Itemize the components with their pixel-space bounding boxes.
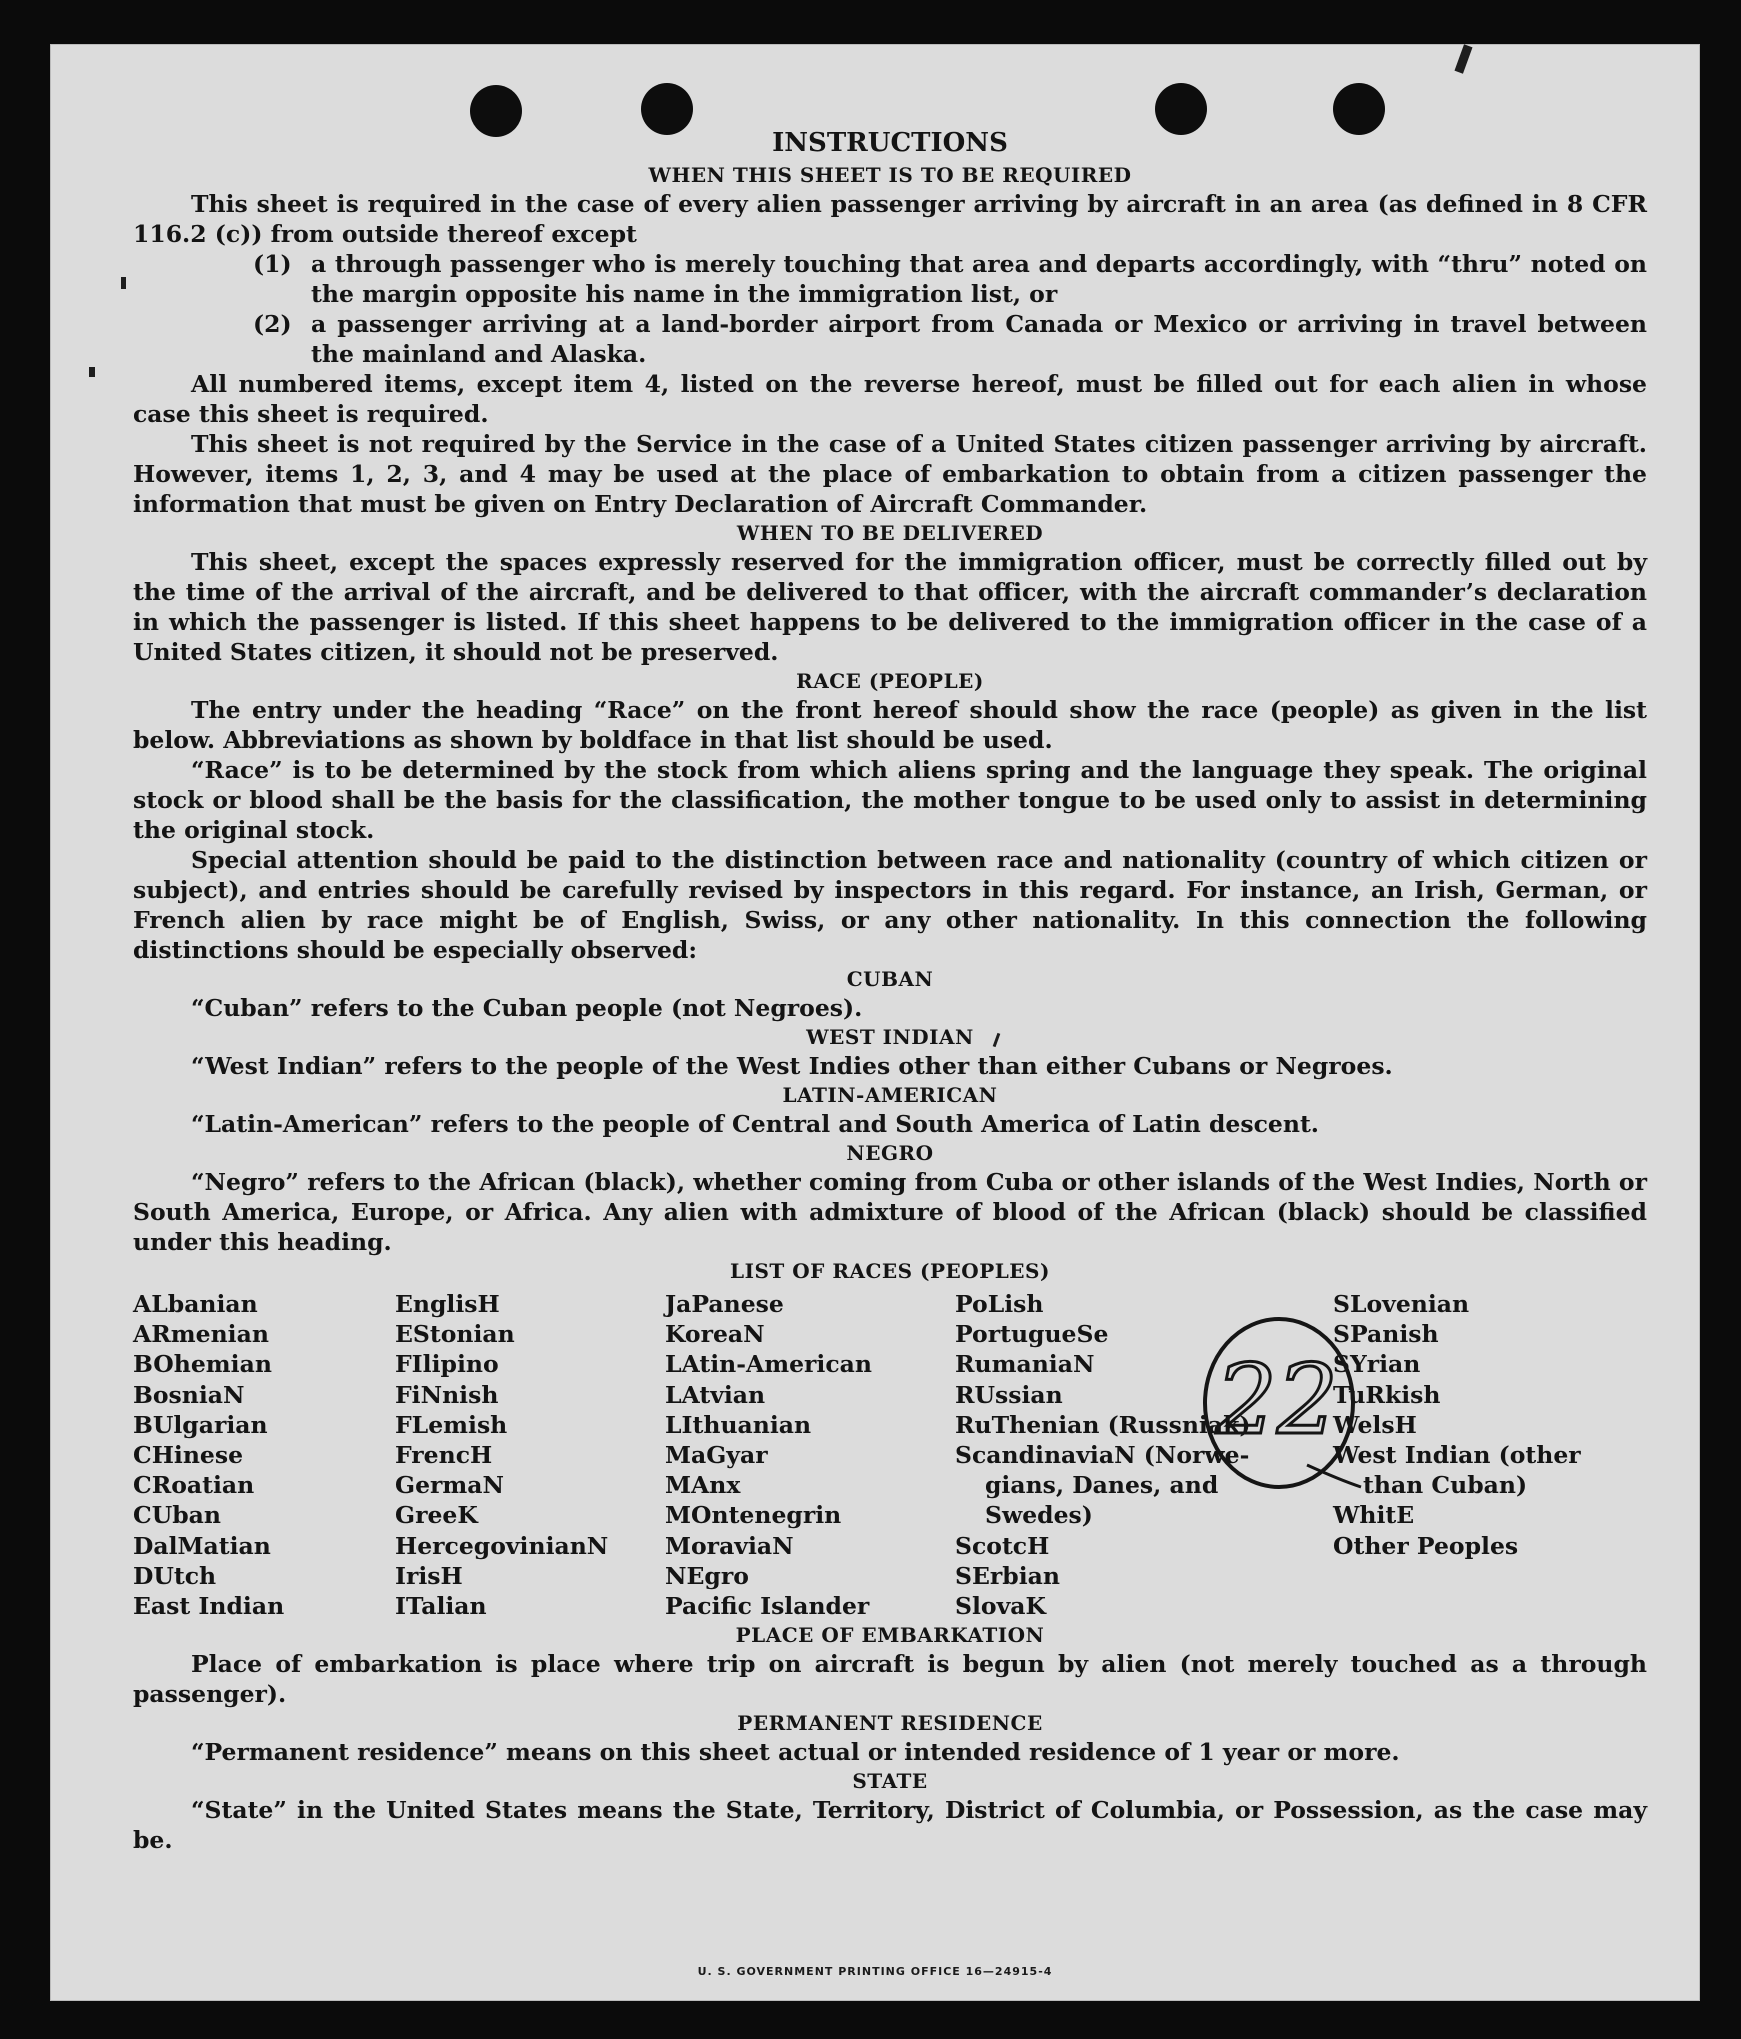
race-entry: RUssian [955, 1380, 1063, 1409]
paragraph: This sheet is not required by the Service in the case of a United States citizen passenger arriving by aircraft. However, items 1, 2, 3, and 4 may be used at the place of embarkation to obtain from a citizen passenger the information that must be given on Entry Declaration of Aircraft Commander. [133, 430, 1647, 518]
race-entry: East Indian [133, 1592, 285, 1621]
section-title-state: STATE [852, 1769, 928, 1794]
section-title-west-indian: WEST INDIAN [806, 1025, 974, 1049]
section-title-when-required: WHEN THIS SHEET IS TO BE REQUIRED [648, 163, 1132, 187]
race-entry: FiNnish [395, 1380, 499, 1409]
section-title-embarkation: PLACE OF EMBARKATION [735, 1623, 1045, 1648]
race-entry: CHinese [133, 1441, 244, 1470]
race-entry: PortugueSe [955, 1320, 1109, 1349]
paragraph: “Latin-American” refers to the people of Central and South America of Latin descent. [191, 1110, 1319, 1138]
race-entry: HercegovinianN [395, 1531, 609, 1560]
races-column [395, 1289, 665, 1621]
printing-office-footer: U. S. GOVERNMENT PRINTING OFFICE 16—24915-4 [697, 1965, 1053, 1978]
race-entry: MAnx [665, 1471, 741, 1500]
exception-number: (1) [253, 250, 292, 278]
race-entry: CRoatian [133, 1471, 255, 1500]
scan-speck [89, 367, 95, 377]
paragraph: The entry under the heading “Race” on the front hereof should show the race (people) as given in the list below. Abbreviations as shown by boldface in that list should be used. [133, 696, 1647, 754]
section-title-when-delivered: WHEN TO BE DELIVERED [736, 521, 1044, 545]
instructions-body [133, 125, 1647, 1855]
scan-speck [1454, 44, 1472, 73]
section-title-cuban: CUBAN [846, 967, 934, 991]
race-entry: FIlipino [395, 1350, 499, 1379]
race-entry: than Cuban) [1363, 1471, 1528, 1500]
paragraph: Place of embarkation is place where trip on aircraft is begun by alien (not merely touched as a through passenger). [133, 1650, 1647, 1709]
paragraph: “State” in the United States means the State, Territory, District of Columbia, or Possession, as the case may be. [133, 1796, 1647, 1855]
exception-item [253, 249, 1647, 309]
race-entry: MOntenegrin [665, 1501, 842, 1530]
race-entry: gians, Danes, and [985, 1471, 1219, 1500]
race-entry: LAtin-American [665, 1350, 872, 1379]
paragraph: “Permanent residence” means on this sheet actual or intended residence of 1 year or more. [191, 1738, 1400, 1767]
race-entry: GreeK [395, 1501, 478, 1530]
race-entry: MaGyar [665, 1441, 768, 1470]
section-title-list-of-races: LIST OF RACES (PEOPLES) [730, 1259, 1050, 1283]
race-entry: EStonian [395, 1320, 515, 1349]
page-title: INSTRUCTIONS [772, 128, 1008, 158]
exception-number: (2) [253, 310, 292, 338]
section-title-latin-american: LATIN-AMERICAN [782, 1083, 998, 1107]
exception-item [253, 309, 1647, 369]
paragraph: “Race” is to be determined by the stock from which aliens spring and the language they speak. The original stock or blood shall be the basis for the classification, the mother tongue to be used only to assist in determining the original stock. [133, 756, 1647, 844]
paragraph: “West Indian” refers to the people of the West Indies other than either Cubans or Negroes. [191, 1052, 1393, 1080]
race-entry: PoLish [955, 1290, 1044, 1318]
paragraph: “Negro” refers to the African (black), whether coming from Cuba or other islands of the West Indies, North or South America, Europe, or Africa. Any alien with admixture of blood of the African (black) should be classified under this heading. [133, 1168, 1647, 1256]
race-entry: Swedes) [985, 1501, 1093, 1530]
race-entry: Other Peoples [1333, 1531, 1519, 1560]
section-title-race: RACE (PEOPLE) [796, 669, 984, 693]
race-entry: EnglisH [395, 1290, 500, 1318]
race-entry: DalMatian [133, 1531, 271, 1560]
race-entry: KoreaN [665, 1320, 765, 1349]
race-entry: MoraviaN [665, 1531, 794, 1560]
races-column [665, 1289, 955, 1621]
race-entry: SLovenian [1333, 1290, 1470, 1318]
race-entry: CUban [133, 1501, 221, 1530]
race-entry: BUlgarian [133, 1410, 268, 1439]
race-entry: LIthuanian [665, 1410, 812, 1439]
race-entry: ITalian [395, 1592, 487, 1621]
scan-speck [121, 277, 126, 289]
race-entry: ScandinaviaN (Norwe- [955, 1441, 1250, 1470]
race-entry: DUtch [133, 1561, 217, 1590]
section-title-residence: PERMANENT RESIDENCE [737, 1711, 1043, 1736]
race-entry: ALbanian [133, 1290, 258, 1318]
race-entry: ARmenian [133, 1320, 269, 1349]
paragraph: This sheet is required in the case of every alien passenger arriving by aircraft in an area (as defined in 8 CFR 116.2 (c)) from outside thereof except [133, 190, 1647, 248]
race-entry: SlovaK [955, 1592, 1046, 1621]
races-column [133, 1289, 395, 1621]
paragraph: All numbered items, except item 4, listed on the reverse hereof, must be filled out for each alien in whose case this sheet is required. [133, 370, 1647, 428]
races-list [133, 1289, 1647, 1621]
paragraph: “Cuban” refers to the Cuban people (not Negroes). [191, 994, 863, 1022]
race-entry: SYrian [1333, 1350, 1421, 1379]
section-title-negro: NEGRO [846, 1141, 934, 1165]
race-entry: BosniaN [133, 1380, 245, 1409]
races-column [1333, 1289, 1633, 1621]
race-entry: RumaniaN [955, 1350, 1095, 1379]
race-entry: West Indian (other [1333, 1441, 1581, 1470]
race-entry: IrisH [395, 1561, 463, 1590]
document-sheet [50, 44, 1700, 2001]
race-entry: SPanish [1333, 1320, 1439, 1349]
race-entry: FrencH [395, 1441, 493, 1470]
paragraph: This sheet, except the spaces expressly reserved for the immigration officer, must be correctly filled out by the time of the arrival of the aircraft, and be delivered to that officer, with the aircraft commander’s declaration in which the passenger is listed. If this sheet happens to be delivered to the immigration officer in the case of a United States citizen, it should not be preserved. [133, 548, 1647, 666]
exception-text: a through passenger who is merely touching that area and departs accordingly, with “thru” noted on the margin opposite his name in the immigration list, or [311, 250, 1647, 308]
race-entry: RuThenian (Russniak) [955, 1410, 1251, 1439]
race-entry: ScotcH [955, 1531, 1050, 1560]
handwritten-number-stamp [1199, 1315, 1363, 1491]
race-entry: JaPanese [665, 1290, 784, 1318]
race-entry: LAtvian [665, 1380, 766, 1409]
paragraph: Special attention should be paid to the distinction between race and nationality (country of which citizen or subject), and entries should be carefully revised by inspectors in this regard. For instance, an Irish, German, or French alien by race might be of English, Swiss, or any other nationality. In this connection the following distinctions should be especially observed: [133, 846, 1647, 964]
race-entry: GermaN [395, 1471, 504, 1500]
race-entry: BOhemian [133, 1350, 272, 1379]
race-entry: FLemish [395, 1410, 508, 1439]
race-entry: WelsH [1333, 1410, 1417, 1439]
race-entry: TuRkish [1333, 1380, 1441, 1409]
exception-text: a passenger arriving at a land-border airport from Canada or Mexico or arriving in travel between the mainland and Alaska. [311, 310, 1647, 368]
race-entry: Pacific Islander [665, 1592, 870, 1621]
race-entry: NEgro [665, 1561, 749, 1590]
race-entry: WhitE [1333, 1501, 1415, 1530]
race-entry: SErbian [955, 1561, 1060, 1590]
stamp-number: 22 [1215, 1344, 1339, 1456]
